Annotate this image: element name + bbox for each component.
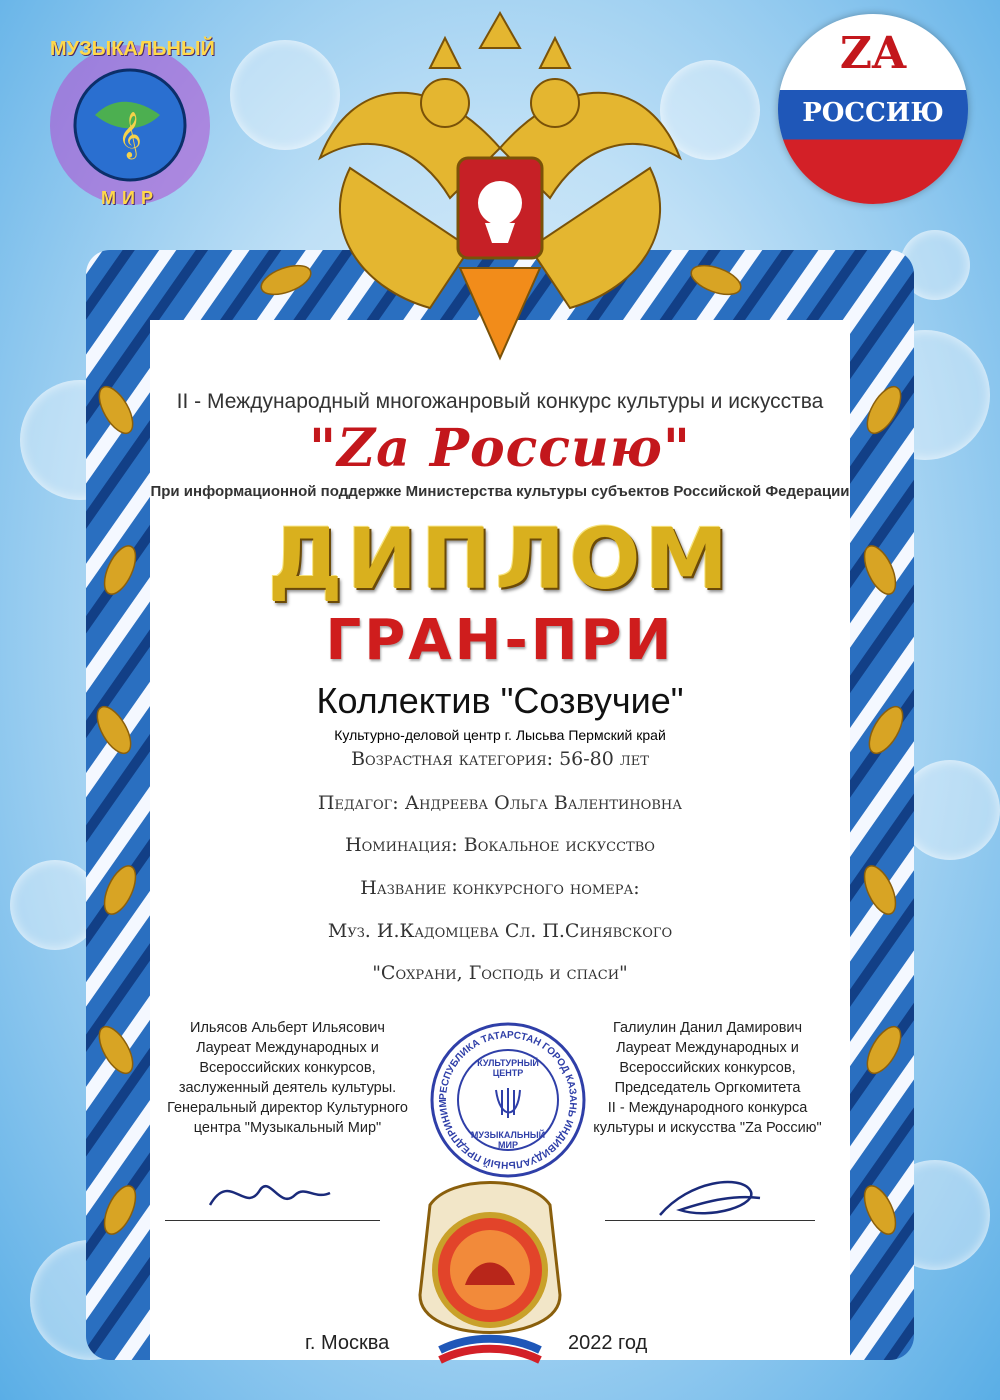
signatory-right-line: Галиулин Данил Дамирович (612, 1020, 803, 1036)
signatory-right-line: II - Международного конкурса (607, 1100, 808, 1116)
stamp-inner-text: КУЛЬТУРНЫЙ ЦЕНТР (477, 1058, 539, 1078)
signature-left (200, 1165, 340, 1225)
signatory-right (585, 1018, 830, 1138)
diploma-heading: ДИПЛОМ (267, 510, 733, 608)
signature-right (650, 1170, 770, 1230)
age-category: Возрастная категория: 56-80 лет (351, 748, 649, 770)
stamp-bottom-text: МУЗЫКАЛЬНЫЙ МИР (470, 1130, 546, 1150)
svg-text:𝄞: 𝄞 (118, 112, 142, 158)
signatory-right-line: Всероссийских конкурсов, (619, 1060, 796, 1076)
signature-line-right (605, 1220, 815, 1221)
signatory-left-line: заслуженный деятель культуры. (178, 1080, 397, 1096)
signatory-left-line: Генеральный директор Культурного (167, 1100, 408, 1116)
signatory-right-line: Председатель Оргкомитета (614, 1080, 801, 1096)
signatory-left-line: Всероссийских конкурсов, (199, 1060, 376, 1076)
logo-left-bottom-text: МИР (101, 188, 159, 208)
support-note: При информационной поддержке Министерства культуры субъектов Российской Федерации (150, 483, 850, 500)
signatory-left-line: Лауреат Международных и (196, 1040, 379, 1056)
signature-line-left (165, 1220, 380, 1221)
organization-line: Культурно-деловой центр г. Лысьва Пермский край (334, 727, 666, 743)
signatory-right-line: культуры и искусства "Zа Россию" (593, 1120, 822, 1136)
saint-george-medallion (410, 1175, 570, 1370)
contest-title: "Zа Россию" (309, 418, 691, 479)
logo-right-line2: РОССИЮ (802, 98, 944, 128)
year-label: 2022 год (568, 1332, 648, 1354)
logo-right-line1: ZA (839, 28, 907, 79)
signatory-left (160, 1018, 415, 1138)
collective-name: Коллектив "Созвучие" (316, 680, 684, 721)
logo-left-top-text: МУЗЫКАЛЬНЫЙ (50, 38, 215, 60)
piece-authors: Муз. И.Кадомцева Сл. П.Синявского (327, 920, 673, 942)
double-headed-eagle-emblem (280, 8, 720, 378)
musical-world-logo (20, 20, 240, 220)
piece-title: "Сохрани, Господь и спаси" (372, 962, 628, 984)
round-stamp (428, 1020, 588, 1180)
stamp-ring-text: РЕСПУБЛИКА ТАТАРСТАН ГОРОД КАЗАНЬ ИНДИВИДУАЛЬНЫЙ ПРЕДПРИНИМ (437, 1029, 579, 1171)
teacher-line: Педагог: Андреева Ольга Валентиновна (317, 792, 683, 814)
piece-label: Название конкурсного номера: (360, 877, 640, 899)
city-label: г. Москва (305, 1332, 390, 1354)
signatory-right-line: Лауреат Международных и (616, 1040, 799, 1056)
signatory-left-line: центра "Музыкальный Мир" (193, 1120, 382, 1136)
nomination-line: Номинация: Вокальное искусство (345, 834, 655, 856)
za-russia-logo (778, 14, 968, 204)
award-grand-prix: ГРАН-ПРИ (325, 608, 675, 673)
signatory-left-line: Ильясов Альберт Ильясович (190, 1020, 385, 1036)
contest-subtitle: II - Международный многожанровый конкурс культуры и искусства (176, 390, 824, 413)
